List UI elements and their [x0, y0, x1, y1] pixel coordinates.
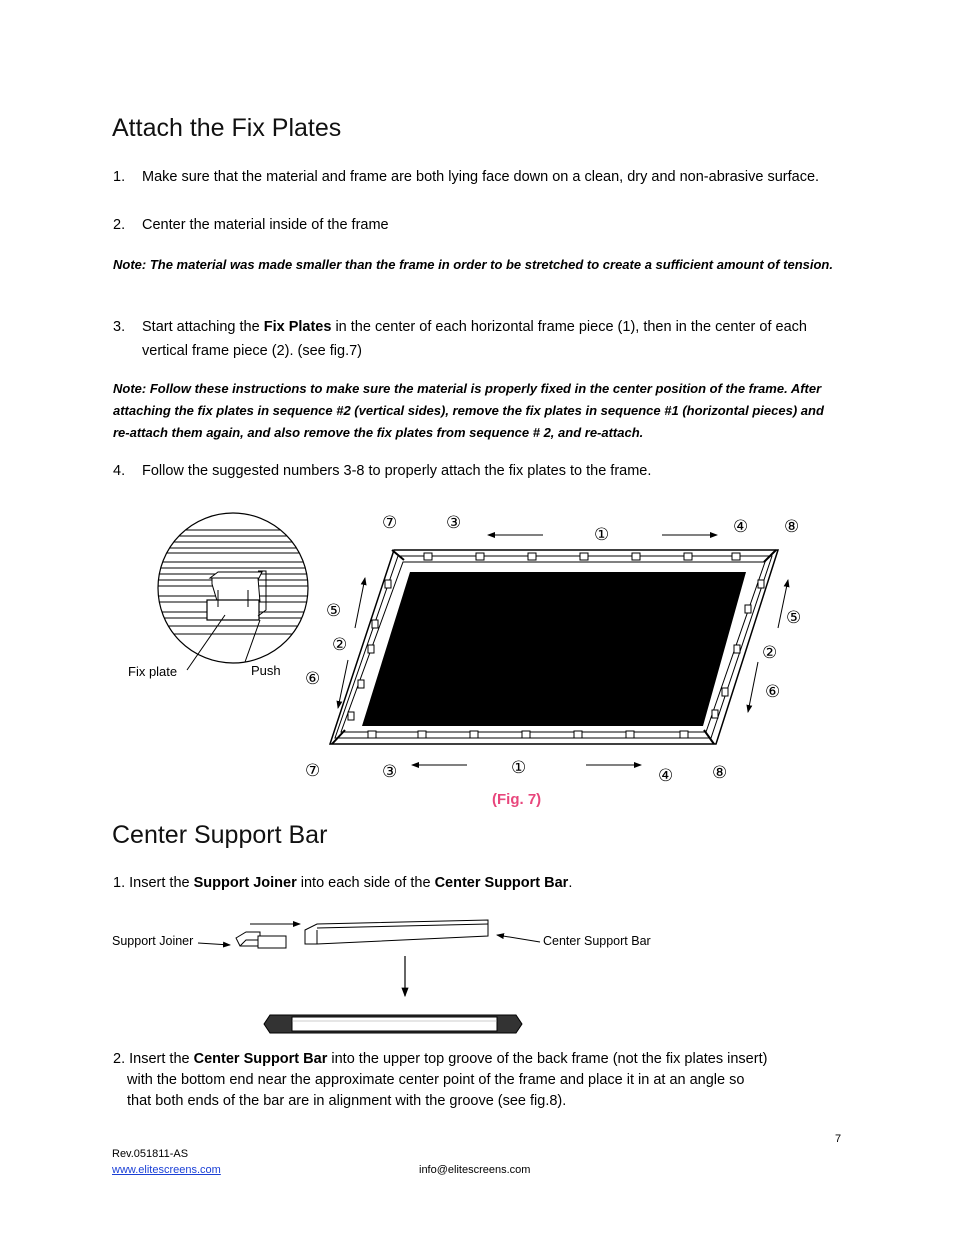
step-text-post: in the center of each horizontal frame piece (1), then in the center of each vertical frame piece (2). (see fig.7) [142, 319, 807, 359]
figure-7-diagram [0, 500, 954, 790]
step-text-line1: into the upper top groove of the back frame (not the fix plates insert) [327, 1051, 768, 1067]
step-number: 1. [113, 169, 126, 185]
center-support-bar-label: Center Support Bar [543, 934, 651, 948]
section-title-fix-plates: Attach the Fix Plates [112, 114, 342, 142]
step-text: Make sure that the material and frame are both lying face down on a clean, dry and non-abrasive surface. [142, 169, 820, 185]
push-label: Push [251, 663, 281, 678]
screen-frame [330, 550, 781, 744]
support-step-1 [113, 873, 838, 894]
marker-2-left: ② [332, 635, 348, 655]
step-text-post: . [568, 875, 573, 891]
marker-6-left: ⑥ [305, 669, 321, 689]
contact-email: info@elitescreens.com [419, 1164, 531, 1176]
step-text-pre: 2. Insert the [113, 1051, 194, 1067]
step-text-line2: with the bottom end near the approximate center point of the frame and place it in at an angle so [127, 1072, 745, 1088]
step-text [142, 315, 838, 363]
step-number: 2. [113, 217, 126, 233]
step-text: Follow the suggested numbers 3-8 to properly attach the fix plates to the frame. [142, 463, 652, 479]
marker-7-top-left: ⑦ [382, 513, 398, 533]
note-material-tension: Note: The material was made smaller than the frame in order to be stretched to create a sufficient amount of tension. [113, 257, 833, 272]
note-follow-instructions: Note: Follow these instructions to make sure the material is properly fixed in the center position of the frame. After attaching the fix plates in sequence #2 (vertical sides), remove the fix plates in sequence #1 (horizontal pieces) and re-attach them again, and also remove the fix plates from sequence # 2, and re-attach. [113, 381, 824, 440]
marker-3-bottom: ③ [382, 762, 398, 782]
figure-7-caption: (Fig. 7) [492, 791, 542, 808]
revision-code: Rev.051811-AS [112, 1148, 189, 1160]
marker-5-left: ⑤ [326, 601, 342, 621]
support-bar-diagram [0, 905, 954, 1040]
fix-plate-detail-view [150, 513, 320, 670]
step-number: 3. [113, 319, 126, 335]
step-text: Center the material inside of the frame [142, 217, 389, 233]
center-support-bar-part [305, 920, 488, 944]
support-joiner-term: Support Joiner [193, 875, 297, 891]
marker-8-bottom-right: ⑧ [712, 763, 728, 783]
marker-7-bottom-left: ⑦ [305, 761, 321, 781]
fix-plates-term: Fix Plates [263, 319, 332, 335]
fix-plate-label: Fix plate [128, 664, 178, 679]
step-text-pre: 1. Insert the [113, 875, 194, 891]
marker-2-right: ② [762, 643, 778, 663]
marker-4-top: ④ [733, 517, 749, 537]
step-text-pre: Start attaching the [142, 319, 264, 335]
support-step-2 [113, 1049, 838, 1112]
support-joiner-part [236, 932, 286, 948]
marker-3-top: ③ [446, 513, 462, 533]
marker-6-right: ⑥ [765, 682, 781, 702]
marker-4-bottom: ④ [658, 766, 674, 786]
step-text-mid: into each side of the [296, 875, 435, 891]
page-number: 7 [835, 1133, 842, 1145]
support-joiner-label: Support Joiner [112, 934, 194, 948]
marker-5-right: ⑤ [786, 608, 802, 628]
section-title-center-support-bar: Center Support Bar [112, 821, 328, 849]
step-number: 4. [113, 463, 126, 479]
center-support-bar-term: Center Support Bar [434, 875, 569, 891]
marker-1-bottom: ① [511, 758, 527, 778]
website-link-container [112, 1164, 221, 1176]
marker-8-top-right: ⑧ [784, 517, 800, 537]
step-text-line3: that both ends of the bar are in alignment with the groove (see fig.8). [127, 1093, 567, 1109]
website-link[interactable]: www.elitescreens.com [112, 1164, 221, 1176]
marker-1-top: ① [594, 525, 610, 545]
assembled-support-bar [264, 1015, 522, 1033]
center-support-bar-term: Center Support Bar [193, 1051, 328, 1067]
